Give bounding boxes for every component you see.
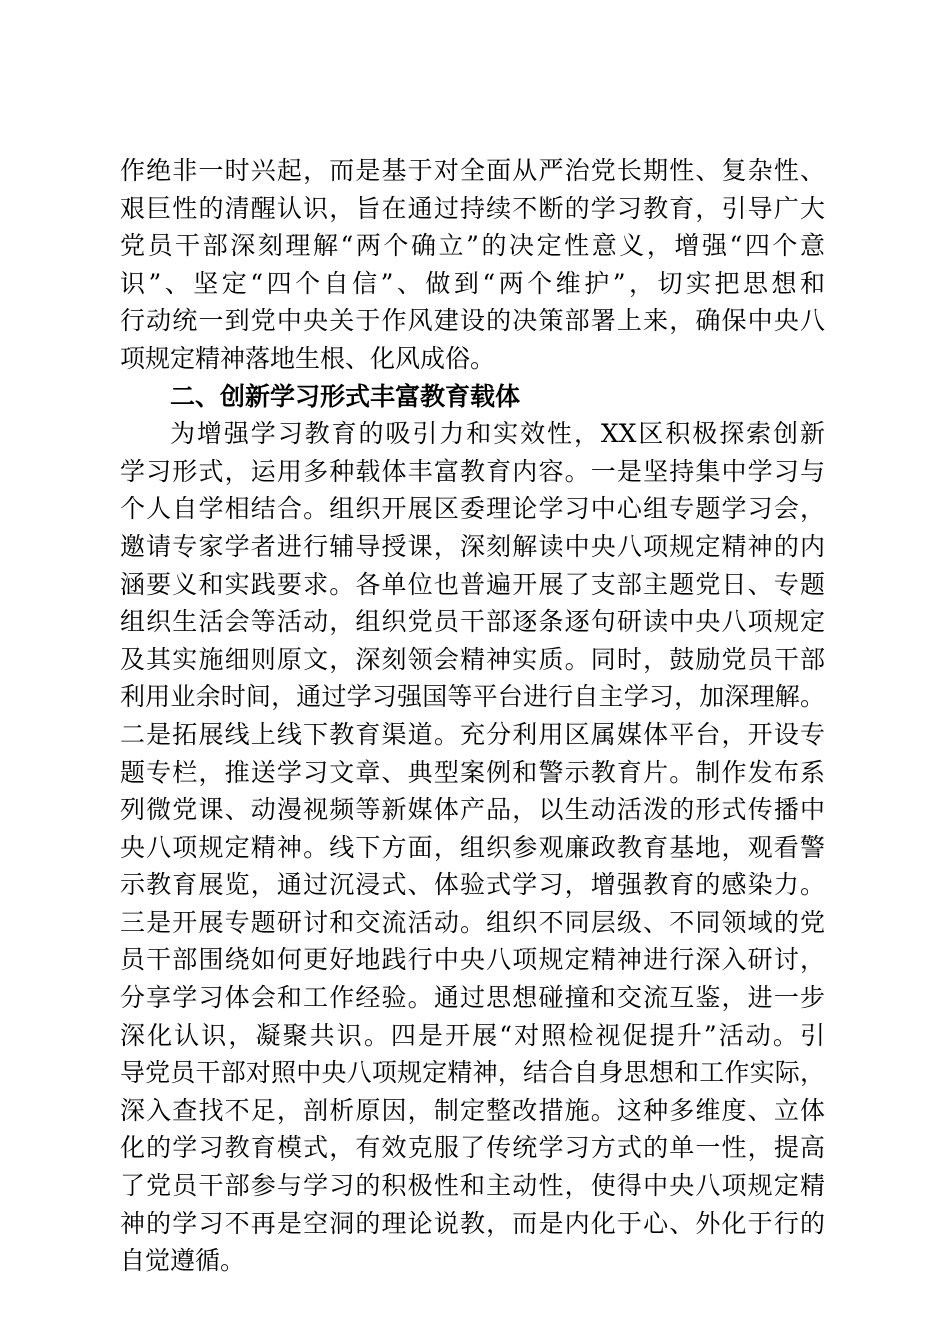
text-line: 三是开展专题研讨和交流活动。组织不同层级、不同领域的党 <box>120 907 825 937</box>
text-line: 央八项规定精神。线下方面，组织参观廉政教育基地，观看警 <box>120 832 825 862</box>
text-line: 化的学习教育模式，有效克服了传统学习方式的单一性，提高 <box>120 1133 825 1163</box>
text-line: 识”、坚定“四个自信”、做到“两个维护”，切实把思想和 <box>120 268 825 298</box>
text-line: 员干部围绕如何更好地践行中央八项规定精神进行深入研讨， <box>120 945 825 975</box>
text-line: 导党员干部对照中央八项规定精神，结合自身思想和工作实际， <box>120 1058 825 1088</box>
text-line: 列微党课、动漫视频等新媒体产品，以生动活泼的形式传播中 <box>120 795 825 825</box>
text-line: 了党员干部参与学习的积极性和主动性，使得中央八项规定精 <box>120 1171 825 1201</box>
text-line: 党员干部深刻理解“两个确立”的决定性意义，增强“四个意 <box>120 231 825 261</box>
text-line: 自觉遵循。 <box>120 1246 246 1276</box>
text-line: 分享学习体会和工作经验。通过思想碰撞和交流互鉴，进一步 <box>120 983 825 1013</box>
text-line: 涵要义和实践要求。各单位也普遍开展了支部主题党日、专题 <box>120 569 825 599</box>
text-line: 利用业余时间，通过学习强国等平台进行自主学习，加深理解。 <box>120 682 825 712</box>
text-line: 为增强学习教育的吸引力和实效性，XX区积极探索创新 <box>170 419 825 449</box>
text-line: 深入查找不足，剖析原因，制定整改措施。这种多维度、立体 <box>120 1095 825 1125</box>
text-line: 题专栏，推送学习文章、典型案例和警示教育片。制作发布系 <box>120 757 825 787</box>
text-line: 学习形式，运用多种载体丰富教育内容。一是坚持集中学习与 <box>120 456 825 486</box>
text-line: 二是拓展线上线下教育渠道。充分利用区属媒体平台，开设专 <box>120 719 825 749</box>
text-line: 行动统一到党中央关于作风建设的决策部署上来，确保中央八 <box>120 306 825 336</box>
text-line: 邀请专家学者进行辅导授课，深刻解读中央八项规定精神的内 <box>120 531 825 561</box>
text-line: 组织生活会等活动，组织党员干部逐条逐句研读中央八项规定 <box>120 607 825 637</box>
text-line: 及其实施细则原文，深刻领会精神实质。同时，鼓励党员干部 <box>120 644 825 674</box>
document-body <box>120 152 825 1280</box>
paragraph-2 <box>120 415 825 1280</box>
text-line: 神的学习不再是空洞的理论说教，而是内化于心、外化于行的 <box>120 1208 825 1238</box>
text-line: 示教育展览，通过沉浸式、体验式学习，增强教育的感染力。 <box>120 870 825 900</box>
text-line: 深化认识，凝聚共识。四是开展“对照检视促提升”活动。引 <box>120 1020 825 1050</box>
text-line: 作绝非一时兴起，而是基于对全面从严治党长期性、复杂性、 <box>120 156 825 185</box>
text-line: 个人自学相结合。组织开展区委理论学习中心组专题学习会， <box>120 494 825 524</box>
text-line: 艰巨性的清醒认识，旨在通过持续不断的学习教育，引导广大 <box>120 193 825 223</box>
paragraph-1 <box>120 152 825 378</box>
text-line: 项规定精神落地生根、化风成俗。 <box>120 343 496 373</box>
section-heading: 二、创新学习形式丰富教育载体 <box>170 381 521 411</box>
